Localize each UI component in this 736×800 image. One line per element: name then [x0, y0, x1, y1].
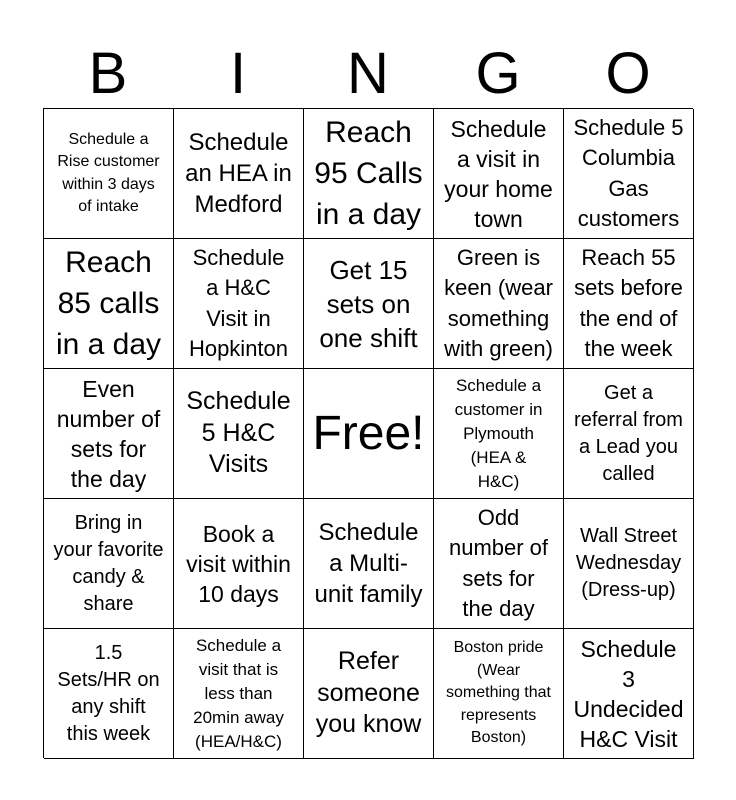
bingo-cell[interactable] — [304, 109, 434, 239]
cell-text: Schedule a customer in Plymouth (HEA & H&C) — [454, 375, 543, 491]
bingo-cell[interactable] — [174, 369, 304, 499]
cell-text: Bring in your favorite candy & share — [53, 511, 164, 615]
cell-text: Schedule a visit that is less than 20min away (HEA/H&C) — [193, 635, 284, 751]
bingo-cell[interactable] — [564, 239, 694, 369]
cell-text: Odd number of sets for the day — [448, 504, 549, 621]
bingo-cell[interactable] — [434, 499, 564, 629]
cell-text: 1.5 Sets/HR on any shift this week — [57, 641, 160, 745]
bingo-cell[interactable] — [434, 239, 564, 369]
cell-text: Reach 85 calls in a day — [55, 246, 162, 361]
bingo-grid — [43, 108, 693, 758]
cell-text: Even number of sets for the day — [56, 375, 161, 492]
header-letter-b: B — [88, 41, 128, 106]
cell-text: Get 15 sets on one shift — [319, 254, 418, 353]
cell-text: Schedule 3 Undecided H&C Visit — [573, 635, 684, 752]
header-letter-i: I — [229, 41, 247, 106]
bingo-cell[interactable] — [304, 499, 434, 629]
cell-text: Wall Street Wednesday (Dress-up) — [575, 525, 682, 601]
cell-text: Schedule a H&C Visit in Hopkinton — [188, 244, 289, 361]
cell-text: Reach 55 sets before the end of the week — [574, 244, 683, 361]
cell-text: Refer someone you know — [315, 647, 422, 739]
cell-text: Green is keen (wear something with green) — [444, 244, 553, 361]
bingo-cell[interactable] — [434, 369, 564, 499]
bingo-cell[interactable] — [174, 239, 304, 369]
cell-text: Book a visit within 10 days — [186, 520, 291, 607]
bingo-header — [43, 40, 693, 108]
bingo-cell[interactable] — [44, 499, 174, 629]
bingo-cell[interactable] — [174, 499, 304, 629]
bingo-cell[interactable] — [44, 109, 174, 239]
bingo-cell[interactable] — [44, 239, 174, 369]
cell-text: Schedule 5 H&C Visits — [186, 387, 291, 479]
header-letter-g: G — [475, 41, 521, 106]
cell-text: Get a referral from a Lead you called — [574, 381, 683, 485]
cell-text: Schedule a Rise customer within 3 days of intake — [57, 130, 160, 215]
bingo-cell[interactable] — [44, 629, 174, 759]
bingo-cell[interactable] — [434, 629, 564, 759]
cell-text: Schedule a visit in your home town — [444, 115, 553, 232]
bingo-cell[interactable] — [174, 109, 304, 239]
cell-text: Schedule 5 Columbia Gas customers — [573, 114, 684, 231]
cell-text: Schedule a Multi- unit family — [314, 519, 423, 608]
bingo-cell[interactable] — [304, 239, 434, 369]
header-letter-n: N — [347, 41, 389, 106]
bingo-cell[interactable] — [304, 629, 434, 759]
cell-text: Boston pride (Wear something that represents Boston) — [446, 639, 551, 747]
bingo-cell[interactable] — [564, 109, 694, 239]
bingo-cell[interactable] — [434, 109, 564, 239]
bingo-cell[interactable] — [564, 629, 694, 759]
cell-text: Schedule an HEA in Medford — [185, 129, 292, 218]
free-space-text: Free! — [312, 406, 425, 460]
free-space[interactable] — [304, 369, 434, 499]
bingo-cell[interactable] — [174, 629, 304, 759]
cell-text: Reach 95 Calls in a day — [314, 116, 423, 231]
bingo-cell[interactable] — [44, 369, 174, 499]
bingo-cell[interactable] — [564, 369, 694, 499]
bingo-cell[interactable] — [564, 499, 694, 629]
header-letter-o: O — [605, 41, 651, 106]
